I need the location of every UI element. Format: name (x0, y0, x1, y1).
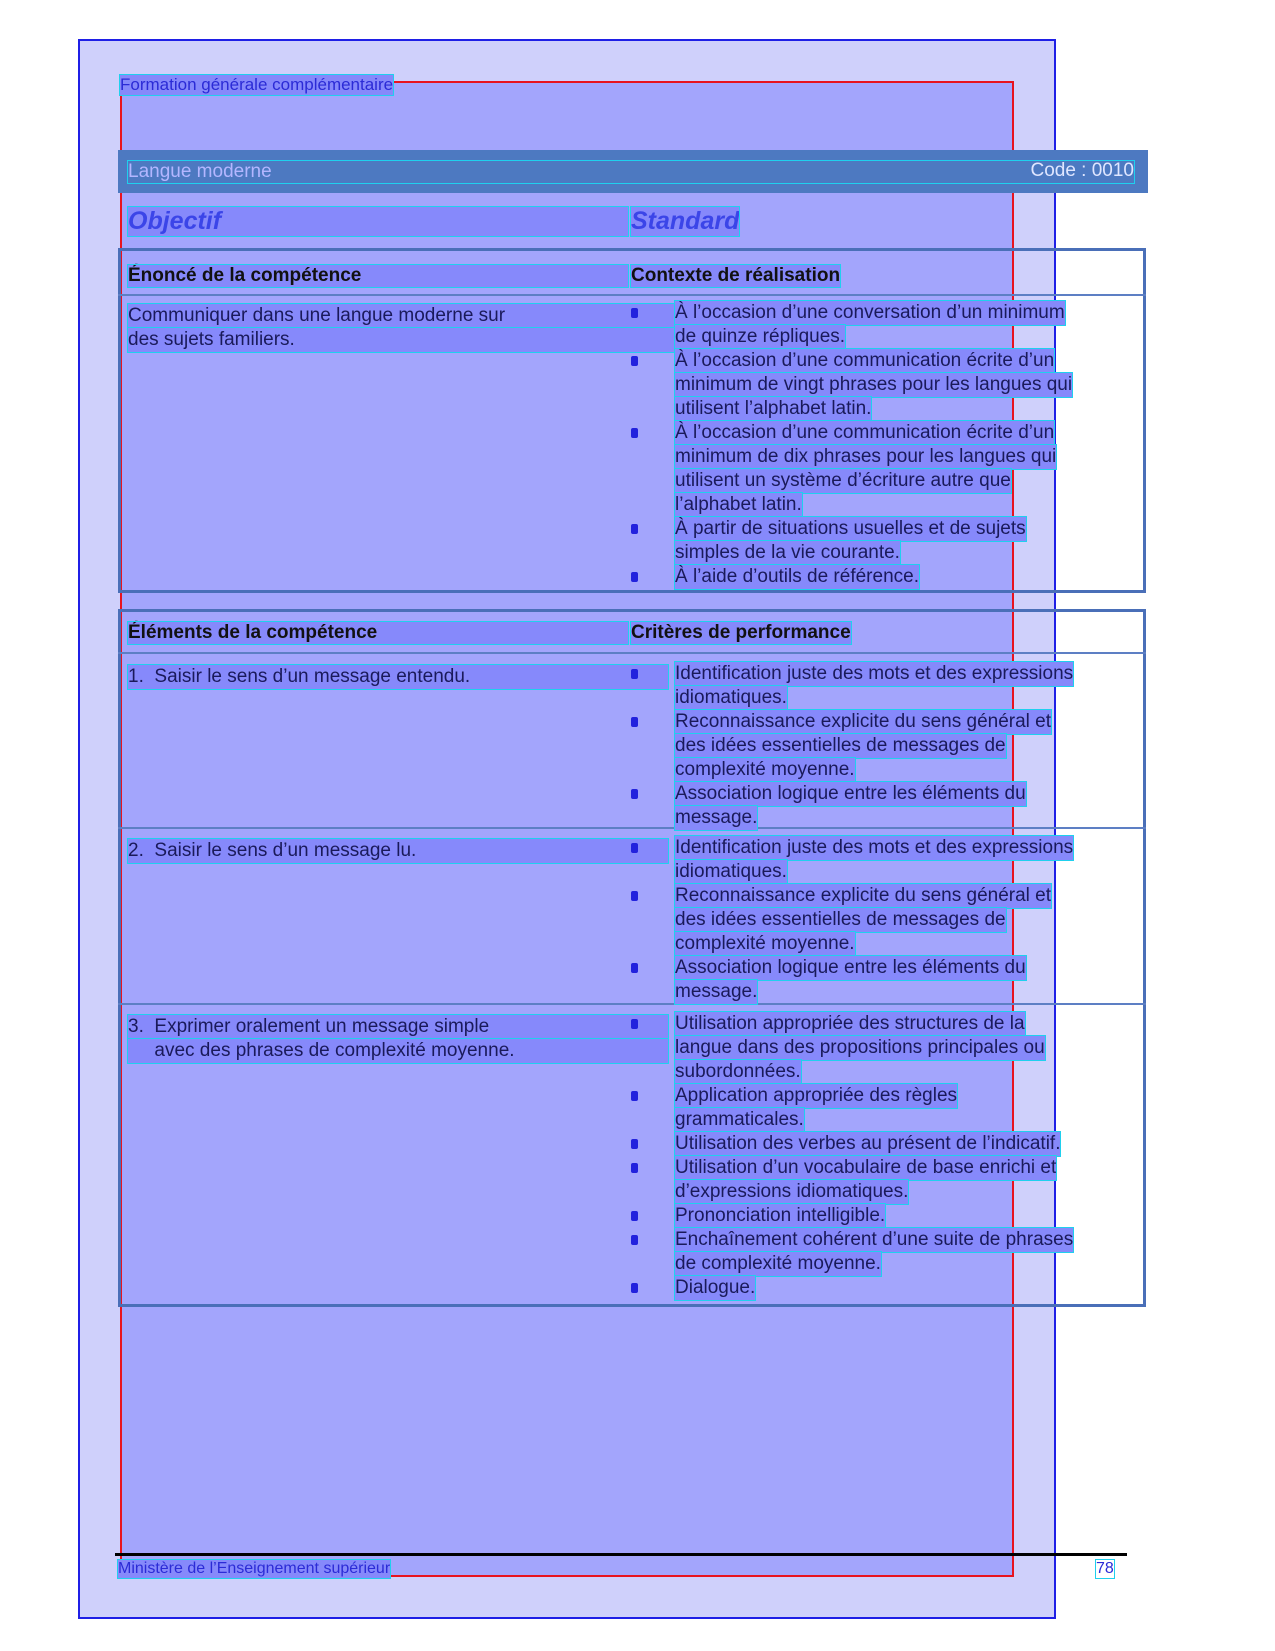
bullet-item-line: Enchaînement cohérent d’une suite de phrases (675, 1229, 1074, 1250)
bullet-item-line: Association logique entre les éléments du (675, 957, 1026, 978)
bullet-item-line: complexité moyenne. (675, 759, 855, 780)
competency-element: 3. Exprimer oralement un message simple (128, 1015, 668, 1039)
bullet-icon (631, 356, 638, 366)
bullet-icon (631, 891, 638, 901)
table1-col1-header: Énoncé de la compétence (128, 265, 628, 287)
statement-line-1: Communiquer dans une langue moderne sur (128, 304, 728, 328)
bullet-item-line: Dialogue. (675, 1277, 756, 1298)
table1-col2-header: Contexte de réalisation (631, 265, 841, 286)
bullet-item-line: d’expressions idiomatiques. (675, 1181, 909, 1202)
bullet-item-line: de complexité moyenne. (675, 1253, 881, 1274)
bullet-item-line: idiomatiques. (675, 687, 787, 708)
bullet-item-line: minimum de dix phrases pour les langues qui (675, 446, 1057, 467)
running-head: Formation générale complémentaire (120, 75, 394, 94)
table2-col1-header: Éléments de la compétence (128, 622, 628, 644)
bullet-item-line: message. (675, 807, 758, 828)
bullet-icon (631, 1091, 638, 1101)
table2-row-divider-1 (118, 827, 1146, 829)
bullet-item-line: À l’occasion d’une conversation d’un minimum (675, 302, 1065, 323)
bullet-item-line: À l’aide d’outils de référence. (675, 566, 919, 587)
bullet-item-line: minimum de vingt phrases pour les langues qui (675, 374, 1073, 395)
course-code: Code : 0010 (1030, 160, 1134, 181)
bullet-item-line: des idées essentielles de messages de (675, 735, 1006, 756)
bullet-item-line: Reconnaissance explicite du sens général et (675, 711, 1052, 732)
bullet-icon (631, 1211, 638, 1221)
bullet-icon (631, 789, 638, 799)
statement-line-2: des sujets familiers. (128, 328, 728, 352)
competency-element: 2. Saisir le sens d’un message lu. (128, 839, 668, 863)
bullet-item-line: Utilisation d’un vocabulaire de base enrichi et (675, 1157, 1057, 1178)
bullet-item-line: Application appropriée des règles (675, 1085, 958, 1106)
table1-header-divider (118, 294, 1146, 296)
standard-title: Standard (631, 207, 740, 235)
bullet-icon (631, 1139, 638, 1149)
bullet-item-line: Reconnaissance explicite du sens général et (675, 885, 1052, 906)
bullet-item-line: À partir de situations usuelles et de sujets (675, 518, 1026, 539)
page-number: 78 (1096, 1560, 1114, 1577)
table2-col2-header: Critères de performance (631, 622, 851, 643)
bullet-item-line: Utilisation des verbes au présent de l’indicatif. (675, 1133, 1061, 1154)
bullet-icon (631, 1283, 638, 1293)
bullet-item-line: utilisent l’alphabet latin. (675, 398, 872, 419)
bullet-item-line: complexité moyenne. (675, 933, 855, 954)
bullet-item-line: de quinze répliques. (675, 326, 846, 347)
footer-rule (115, 1553, 1127, 1556)
bullet-item-line: À l’occasion d’une communication écrite d’un (675, 422, 1055, 443)
bullet-item-line: langue dans des propositions principales ou (675, 1037, 1045, 1058)
objective-title: Objectif (128, 207, 628, 236)
bullet-item-line: Identification juste des mots et des expressions (675, 837, 1074, 858)
footer-ministry: Ministère de l’Enseignement supérieur (118, 1560, 391, 1577)
table2-header-divider (118, 652, 1146, 654)
bullet-item-line: simples de la vie courante. (675, 542, 900, 563)
bullet-item-line: Prononciation intelligible. (675, 1205, 886, 1226)
bullet-icon (631, 669, 638, 679)
bullet-icon (631, 308, 638, 318)
bullet-icon (631, 524, 638, 534)
bullet-icon (631, 1019, 638, 1029)
competency-element: 1. Saisir le sens d’un message entendu. (128, 665, 668, 689)
bullet-item-line: Utilisation appropriée des structures de la (675, 1013, 1025, 1034)
bullet-item-line: Association logique entre les éléments du (675, 783, 1026, 804)
bullet-item-line: À l’occasion d’une communication écrite d’un (675, 350, 1055, 371)
bullet-item-line: idiomatiques. (675, 861, 787, 882)
bullet-item-line: l’alphabet latin. (675, 494, 802, 515)
bullet-icon (631, 843, 638, 853)
bullet-icon (631, 717, 638, 727)
course-name: Langue moderne (128, 161, 1134, 183)
table2-row-divider-2 (118, 1003, 1146, 1005)
bullet-item-line: utilisent un système d’écriture autre que (675, 470, 1011, 491)
bullet-item-line: des idées essentielles de messages de (675, 909, 1006, 930)
bullet-item-line: Identification juste des mots et des expressions (675, 663, 1074, 684)
competency-element: avec des phrases de complexité moyenne. (128, 1039, 668, 1063)
bullet-icon (631, 1163, 638, 1173)
bullet-icon (631, 572, 638, 582)
bullet-icon (631, 1235, 638, 1245)
bullet-item-line: message. (675, 981, 758, 1002)
bullet-item-line: grammaticales. (675, 1109, 804, 1130)
bullet-icon (631, 428, 638, 438)
bullet-item-line: subordonnées. (675, 1061, 801, 1082)
bullet-icon (631, 963, 638, 973)
